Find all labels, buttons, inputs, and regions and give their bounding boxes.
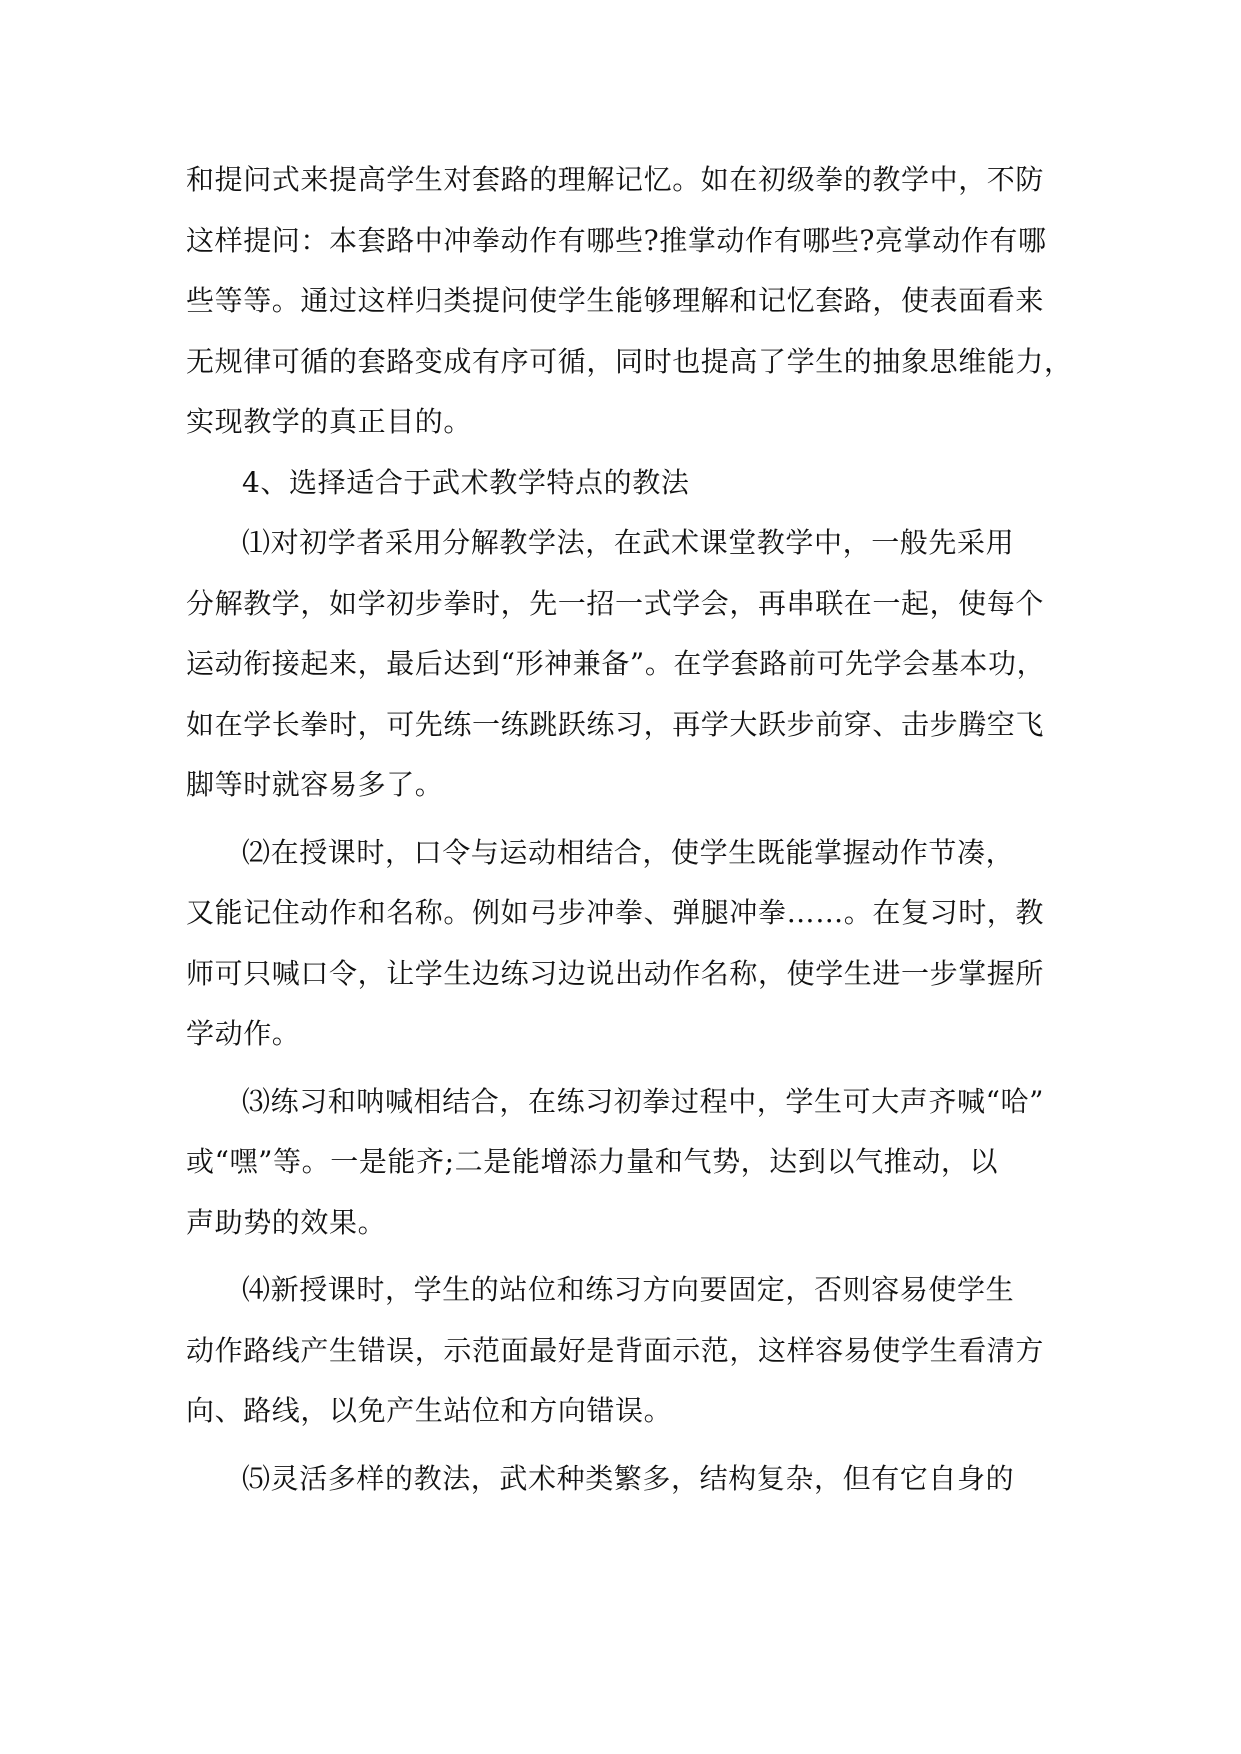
text-line: 动作路线产生错误，示范面最好是背面示范，这样容易使学生看清方: [186, 1333, 1045, 1367]
text-line: 脚等时就容易多了。: [186, 768, 444, 801]
paragraph-item-1: [186, 513, 1066, 816]
text-line: ⑸灵活多样的教法，武术种类繁多，结构复杂，但有它自身的: [242, 1461, 1015, 1495]
paragraph-item-5: [186, 1449, 1066, 1510]
text-line: 无规律可循的套路变成有序可循，同时也提高了学生的抽象思维能力，: [186, 344, 1073, 378]
text-line: 些等等。通过这样归类提问使学生能够理解和记忆套路，使表面看来: [186, 284, 1045, 317]
section-heading: [186, 453, 1066, 514]
text-line: 分解教学，如学初步拳时，先一招一式学会，再串联在一起，使每个: [186, 586, 1045, 620]
paragraph-questioning-method: [186, 150, 1073, 453]
text-line: 又能记住动作和名称。例如弓步冲拳、弹腿冲拳……。在复习时，教: [186, 896, 1045, 929]
text-line: ⑵在授课时，口令与运动相结合，使学生既能掌握动作节凑，: [242, 835, 1015, 869]
paragraph-spacer: [186, 816, 1066, 823]
paragraph-spacer: [186, 1065, 1066, 1072]
text-line: 实现教学的真正目的。: [186, 405, 473, 438]
text-line: ⑷新授课时，学生的站位和练习方向要固定，否则容易使学生: [242, 1273, 1015, 1306]
text-line: 学动作。: [186, 1017, 301, 1050]
paragraph-item-3: [186, 1072, 1066, 1254]
paragraph-item-4: [186, 1260, 1066, 1442]
body-text: [186, 150, 1073, 1509]
paragraph-spacer: [186, 1253, 1066, 1260]
text-line: ⑶练习和呐喊相结合，在练习初拳过程中，学生可大声齐喊“哈”: [242, 1084, 1045, 1118]
paragraph-spacer: [186, 1442, 1066, 1449]
text-line: 或“嘿”等。一是能齐;二是能增添力量和气势，达到以气推动，以: [186, 1145, 999, 1178]
text-line: ⑴对初学者采用分解教学法，在武术课堂教学中，一般先采用: [242, 526, 1015, 559]
text-line: 向、路线，以免产生站位和方向错误。: [186, 1394, 673, 1427]
text-line: 声助势的效果。: [186, 1205, 387, 1239]
paragraph-item-2: [186, 823, 1066, 1065]
text-line: 这样提问：本套路中冲拳动作有哪些?推掌动作有哪些?亮掌动作有哪: [186, 223, 1047, 257]
section-heading-text: 4、选择适合于武术教学特点的教法: [242, 465, 690, 499]
text-line: 和提问式来提高学生对套路的理解记忆。如在初级拳的教学中，不防: [186, 163, 1045, 196]
text-line: 师可只喊口令，让学生边练习边说出动作名称，使学生进一步掌握所: [186, 956, 1045, 990]
text-line: 如在学长拳时，可先练一练跳跃练习，再学大跃步前穿、击步腾空飞: [186, 707, 1045, 741]
text-line: 运动衔接起来，最后达到“形神兼备”。在学套路前可先学会基本功，: [186, 647, 1046, 680]
